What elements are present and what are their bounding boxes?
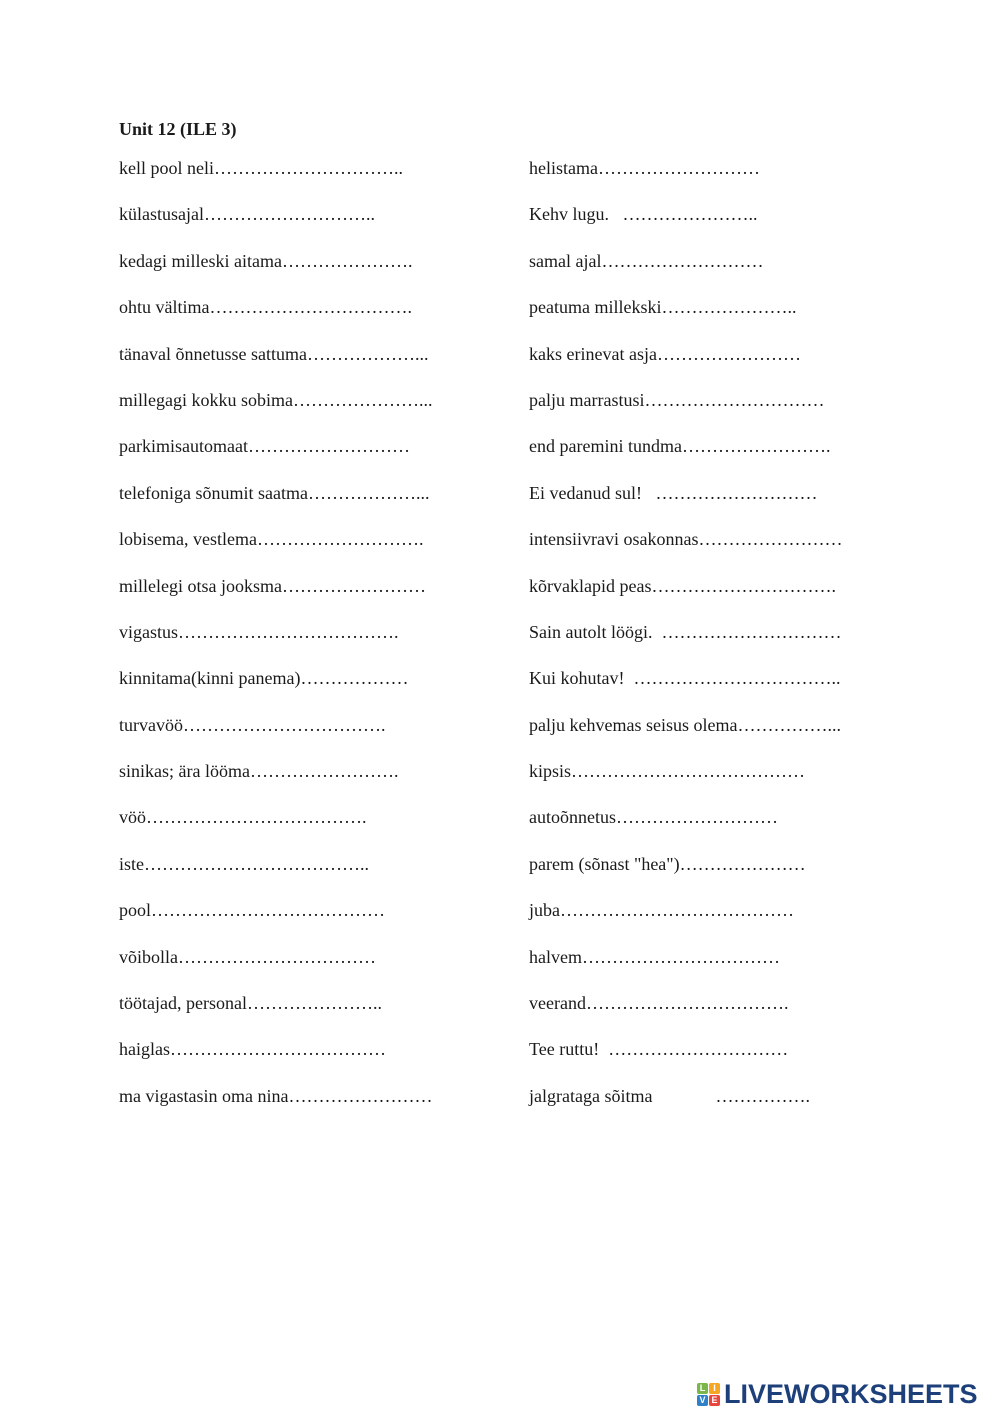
- vocabulary-item: iste………………………………..: [119, 853, 369, 874]
- vocabulary-item: Sain autolt löögi. …………………………: [529, 621, 842, 642]
- vocabulary-item: kinnitama(kinni panema)………………: [119, 668, 409, 689]
- vocabulary-item: sinikas; ära lööma…………………….: [119, 761, 399, 782]
- vocabulary-item: juba…………………………………: [529, 900, 794, 921]
- liveworksheets-logo: [697, 1379, 978, 1410]
- vocabulary-item: ma vigastasin oma nina……………………: [119, 1085, 433, 1106]
- vocabulary-item: Kehv lugu. …………………..: [529, 204, 758, 225]
- vocabulary-item: autoõnnetus………………………: [529, 807, 778, 828]
- vocabulary-item: lobisema, vestlema……………………….: [119, 529, 424, 550]
- vocabulary-item: halvem……………………………: [529, 946, 780, 967]
- logo-block: L: [697, 1383, 708, 1394]
- vocabulary-item: Tee ruttu! …………………………: [529, 1039, 789, 1060]
- vocabulary-item: veerand…………………………….: [529, 993, 789, 1014]
- logo-blocks-icon: [697, 1383, 720, 1406]
- vocabulary-item: kell pool neli…………………………..: [119, 158, 403, 178]
- vocabulary-item: vöö……………………………….: [119, 807, 367, 828]
- vocabulary-item: kõrvaklapid peas………………………….: [529, 575, 836, 596]
- vocabulary-item: töötajad, personal…………………..: [119, 993, 382, 1014]
- logo-block: E: [709, 1395, 720, 1406]
- vocabulary-item: millelegi otsa jooksma……………………: [119, 575, 426, 596]
- vocabulary-item: kaks erinevat asja……………………: [529, 343, 801, 364]
- vocabulary-item: peatuma millekski…………………..: [529, 297, 797, 318]
- vocabulary-item: Ei vedanud sul! ………………………: [529, 482, 818, 503]
- vocabulary-item: palju marrastusi…………………………: [529, 389, 825, 410]
- vocabulary-item: intensiivravi osakonnas……………………: [529, 529, 843, 550]
- right-column: [529, 157, 842, 1131]
- vocabulary-item: samal ajal………………………: [529, 250, 764, 271]
- vocabulary-item: telefoniga sõnumit saatma………………...: [119, 482, 430, 503]
- vocabulary-item: palju kehvemas seisus olema……………...: [529, 714, 841, 735]
- left-column: [119, 157, 432, 1131]
- logo-text: LIVEWORKSHEETS: [724, 1379, 978, 1409]
- vocabulary-item: külastusajal………………………..: [119, 204, 375, 225]
- vocabulary-item: vigastus……………………………….: [119, 621, 399, 642]
- vocabulary-item: end paremini tundma…………………….: [529, 436, 831, 457]
- logo-block: V: [697, 1395, 708, 1406]
- vocabulary-item: kipsis…………………………………: [529, 761, 806, 782]
- logo-block: I: [709, 1383, 720, 1394]
- vocabulary-item: jalgrataga sõitma …………….: [529, 1085, 810, 1106]
- vocabulary-item: helistama………………………: [529, 158, 760, 178]
- vocabulary-item: millegagi kokku sobima…………………...: [119, 389, 433, 410]
- vocabulary-item: võibolla……………………………: [119, 946, 376, 967]
- worksheet-title: Unit 12 (ILE 3): [119, 119, 237, 139]
- vocabulary-item: haiglas………………………………: [119, 1039, 386, 1060]
- vocabulary-item: kedagi milleski aitama………………….: [119, 250, 413, 271]
- vocabulary-item: parkimisautomaat………………………: [119, 436, 410, 457]
- vocabulary-item: turvavöö…………………………….: [119, 714, 386, 735]
- vocabulary-item: parem (sõnast "hea")…………………: [529, 853, 806, 874]
- vocabulary-item: tänaval õnnetusse sattuma………………...: [119, 343, 429, 364]
- vocabulary-item: pool…………………………………: [119, 900, 386, 921]
- vocabulary-item: Kui kohutav! ……………………………..: [529, 668, 841, 689]
- vocabulary-item: ohtu vältima…………………………….: [119, 297, 412, 318]
